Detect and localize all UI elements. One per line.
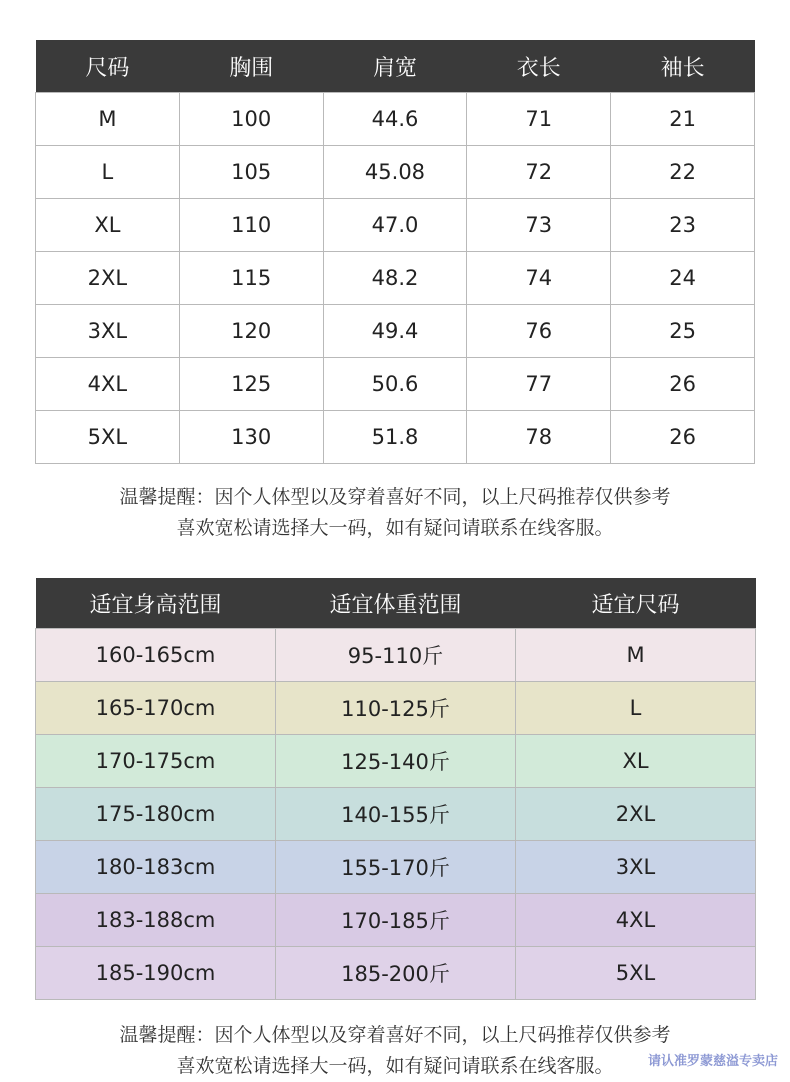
cell-chest: 130 [179,411,323,464]
header-size: 尺码 [36,40,180,93]
table-row [36,947,756,1000]
header-shoulder: 肩宽 [323,40,467,93]
cell-weight: 110-125斤 [276,682,516,735]
cell-size: 3XL [36,305,180,358]
table-row [36,252,755,305]
cell-length: 77 [467,358,611,411]
cell-fit-size: 2XL [516,788,756,841]
cell-size: 5XL [36,411,180,464]
header-height-range: 适宜身高范围 [36,578,276,629]
cell-chest: 100 [179,93,323,146]
tip-line-1: 温馨提醒：因个人体型以及穿着喜好不同，以上尺码推荐仅供参考 [119,1024,671,1046]
table-row [36,199,755,252]
tip-line-2: 喜欢宽松请选择大一码，如有疑问请联系在线客服。 [176,517,614,539]
cell-height: 175-180cm [36,788,276,841]
cell-weight: 170-185斤 [276,894,516,947]
cell-sleeve: 24 [611,252,755,305]
cell-sleeve: 26 [611,411,755,464]
header-weight-range: 适宜体重范围 [276,578,516,629]
table-row [36,735,756,788]
cell-fit-size: 3XL [516,841,756,894]
table-row [36,894,756,947]
cell-sleeve: 25 [611,305,755,358]
cell-sleeve: 21 [611,93,755,146]
cell-height: 165-170cm [36,682,276,735]
size-chart-table [35,40,755,464]
cell-height: 180-183cm [36,841,276,894]
cell-chest: 120 [179,305,323,358]
table-row [36,358,755,411]
cell-shoulder: 48.2 [323,252,467,305]
cell-fit-size: L [516,682,756,735]
cell-chest: 125 [179,358,323,411]
header-fit-size: 适宜尺码 [516,578,756,629]
cell-height: 183-188cm [36,894,276,947]
cell-shoulder: 49.4 [323,305,467,358]
cell-fit-size: M [516,629,756,682]
cell-height: 160-165cm [36,629,276,682]
cell-chest: 110 [179,199,323,252]
cell-chest: 115 [179,252,323,305]
cell-weight: 155-170斤 [276,841,516,894]
cell-shoulder: 44.6 [323,93,467,146]
table-row [36,305,755,358]
cell-height: 185-190cm [36,947,276,1000]
cell-size: XL [36,199,180,252]
cell-height: 170-175cm [36,735,276,788]
cell-length: 73 [467,199,611,252]
fit-header-row [36,578,756,629]
cell-shoulder: 45.08 [323,146,467,199]
tip-line-2: 喜欢宽松请选择大一码，如有疑问请联系在线客服。 [176,1055,614,1077]
cell-size: 4XL [36,358,180,411]
cell-length: 78 [467,411,611,464]
cell-length: 71 [467,93,611,146]
cell-size: L [36,146,180,199]
table-row [36,629,756,682]
header-length: 衣长 [467,40,611,93]
cell-chest: 105 [179,146,323,199]
table-row [36,93,755,146]
cell-weight: 140-155斤 [276,788,516,841]
cell-shoulder: 51.8 [323,411,467,464]
cell-shoulder: 50.6 [323,358,467,411]
size-tip-note [0,482,790,544]
table-row [36,841,756,894]
cell-length: 72 [467,146,611,199]
cell-size: M [36,93,180,146]
cell-fit-size: 5XL [516,947,756,1000]
size-chart-header-row [36,40,755,93]
table-row [36,788,756,841]
cell-sleeve: 26 [611,358,755,411]
cell-size: 2XL [36,252,180,305]
tip-line-1: 温馨提醒：因个人体型以及穿着喜好不同，以上尺码推荐仅供参考 [119,486,671,508]
table-row [36,682,756,735]
fit-recommendation-table [35,578,756,1000]
table-row [36,146,755,199]
cell-fit-size: 4XL [516,894,756,947]
cell-fit-size: XL [516,735,756,788]
cell-length: 76 [467,305,611,358]
table-row [36,411,755,464]
cell-shoulder: 47.0 [323,199,467,252]
header-chest: 胸围 [179,40,323,93]
store-watermark: 请认准罗蒙慈溢专卖店 [647,1054,778,1069]
cell-weight: 185-200斤 [276,947,516,1000]
header-sleeve: 袖长 [611,40,755,93]
cell-weight: 95-110斤 [276,629,516,682]
cell-sleeve: 23 [611,199,755,252]
cell-sleeve: 22 [611,146,755,199]
cell-length: 74 [467,252,611,305]
cell-weight: 125-140斤 [276,735,516,788]
